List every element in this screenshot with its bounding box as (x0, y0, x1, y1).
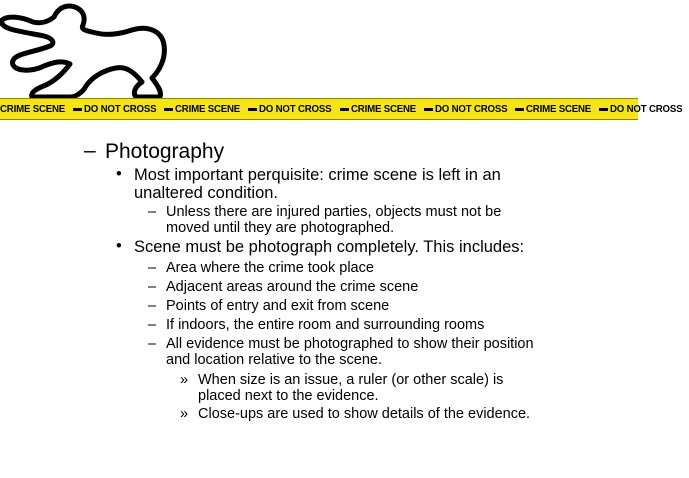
tape-text: CRIME SCENE (0, 103, 66, 115)
tape-dash (340, 108, 349, 111)
tape-segment (84, 103, 176, 115)
sub-bullet-dash: – (148, 204, 157, 220)
tape-dash (515, 108, 524, 111)
bullet-dot: • (116, 237, 122, 255)
tape-text: CRIME SCENE (526, 103, 592, 115)
sub-sub-bullet-chevron: » (180, 372, 189, 388)
tape-text: DO NOT CROSS (83, 103, 157, 115)
tape-segment (435, 103, 527, 115)
tape-segment (175, 103, 259, 115)
tape-segment (526, 103, 610, 115)
point-2-subsub-2: Close-ups are used to show details of the evidence. (198, 406, 531, 422)
tape-text: DO NOT CROSS (434, 103, 508, 115)
point-2-sub-5-line-1: All evidence must be photographed to show their position (166, 336, 534, 352)
tape-dash (424, 108, 433, 111)
point-2-subsub-1-line-1: When size is an issue, a ruler (or other scale) is (198, 372, 504, 388)
chalk-body-outline-icon (0, 0, 190, 98)
tape-dash (73, 108, 82, 111)
tape-text: CRIME SCENE (175, 103, 241, 115)
heading-bullet: – (84, 139, 96, 162)
tape-dash (599, 108, 608, 111)
tape-dash (164, 108, 173, 111)
point-1-line-1: Most important perquisite: crime scene is left in an (134, 166, 501, 184)
point-2-sub-4: If indoors, the entire room and surrounding rooms (166, 317, 485, 333)
point-1-line-2: unaltered condition. (134, 184, 279, 202)
tape-text: DO NOT CROSS (610, 103, 683, 115)
point-2-sub-2: Adjacent areas around the crime scene (166, 279, 419, 295)
sub-bullet-dash: – (148, 298, 157, 314)
point-2-subsub-1-line-2: placed next to the evidence. (198, 388, 379, 404)
tape-text: CRIME SCENE (350, 103, 416, 115)
point-2-sub-1: Area where the crime took place (166, 260, 374, 276)
slide-heading: Photography (105, 140, 225, 163)
tape-segment (0, 103, 84, 115)
point-2-sub-5-line-2: and location relative to the scene. (166, 352, 383, 368)
point-2-sub-3: Points of entry and exit from scene (166, 298, 390, 314)
tape-segment (259, 103, 351, 115)
point-1-sub-line-2: moved until they are photographed. (166, 220, 395, 236)
crime-scene-tape (0, 98, 683, 120)
tape-text: DO NOT CROSS (259, 103, 332, 115)
tape-segment (351, 103, 435, 115)
point-1-sub-line-1: Unless there are injured parties, objects must not be (166, 204, 502, 220)
sub-bullet-dash: – (148, 336, 157, 352)
sub-bullet-dash: – (148, 279, 157, 295)
tape-dash (248, 108, 257, 111)
sub-bullet-dash: – (148, 317, 157, 333)
tape-segment (610, 103, 689, 115)
sub-bullet-dash: – (148, 260, 157, 276)
sub-sub-bullet-chevron: » (180, 406, 189, 422)
bullet-dot: • (116, 165, 122, 183)
point-2-line-1: Scene must be photograph completely. This includes: (134, 238, 525, 256)
